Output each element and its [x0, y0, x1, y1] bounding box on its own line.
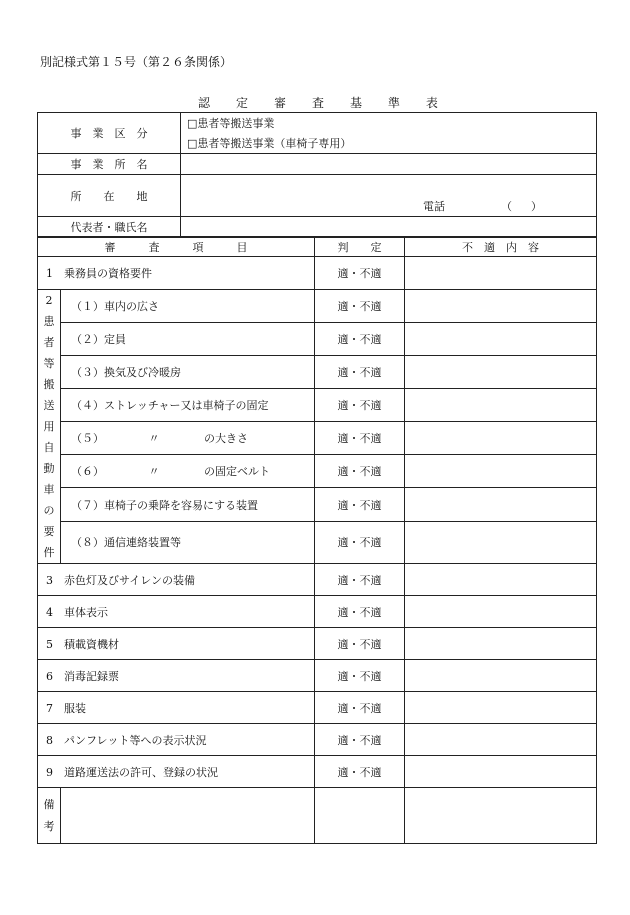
checkbox-option-transport[interactable]: □患者等搬送事業	[187, 117, 275, 130]
row-size: （５） 〃 の大きさ	[61, 422, 315, 455]
reason-cell[interactable]	[405, 756, 597, 788]
remarks-field[interactable]	[61, 788, 315, 844]
reason-cell[interactable]	[405, 257, 597, 290]
form-number: 別記様式第１５号（第２６条関係）	[40, 55, 233, 69]
judgment-cell[interactable]: 適・不適	[315, 455, 405, 488]
row-interior-space: （１）車内の広さ	[61, 290, 315, 323]
judgment-cell[interactable]: 適・不適	[315, 692, 405, 724]
header-reason: 不 適 内 容	[405, 237, 597, 257]
reason-cell[interactable]	[405, 488, 597, 521]
remarks-reason[interactable]	[405, 788, 597, 844]
vehicle-requirements-label: 2 患 者 等 搬 送 用 自 動 車 の 要 件	[38, 290, 61, 564]
title-char: 認	[198, 96, 211, 110]
judgment-cell[interactable]: 適・不適	[315, 724, 405, 756]
office-name-field[interactable]	[181, 154, 597, 175]
judgment-cell[interactable]: 適・不適	[315, 389, 405, 422]
remarks-judgment[interactable]	[315, 788, 405, 844]
judgment-cell[interactable]: 適・不適	[315, 257, 405, 290]
reason-cell[interactable]	[405, 455, 597, 488]
judgment-cell[interactable]: 適・不適	[315, 628, 405, 660]
representative-label: 代表者・職氏名	[38, 217, 181, 238]
header-judgment: 判 定	[315, 237, 405, 257]
reason-cell[interactable]	[405, 628, 597, 660]
title-char: 基	[349, 96, 362, 110]
row-boarding-device: （７）車椅子の乗降を容易にする装置	[61, 488, 315, 521]
phone-label: 電話	[423, 199, 445, 213]
checkbox-option-wheelchair[interactable]: □患者等搬送事業（車椅子専用）	[187, 137, 352, 150]
title-char: 準	[387, 96, 400, 110]
reason-cell[interactable]	[405, 724, 597, 756]
applicant-info-table	[37, 112, 597, 238]
phone-paren-close: ）	[531, 199, 542, 213]
address-field[interactable]	[181, 175, 597, 217]
row-road-transport: 9 道路運送法の許可、登録の状況	[38, 756, 315, 788]
document-title	[198, 94, 438, 111]
row-equipment: 5 積載資機材	[38, 628, 315, 660]
row-belt: （６） 〃 の固定ベルト	[61, 455, 315, 488]
judgment-cell[interactable]: 適・不適	[315, 356, 405, 389]
reason-cell[interactable]	[405, 356, 597, 389]
remarks-label: 備 考	[38, 788, 61, 844]
judgment-cell[interactable]: 適・不適	[315, 323, 405, 356]
inspection-table	[37, 236, 597, 844]
judgment-cell[interactable]: 適・不適	[315, 290, 405, 323]
row-body-display: 4 車体表示	[38, 596, 315, 628]
row-ventilation: （３）換気及び冷暖房	[61, 356, 315, 389]
row-pamphlet: 8 パンフレット等への表示状況	[38, 724, 315, 756]
row-siren: 3 赤色灯及びサイレンの装備	[38, 564, 315, 596]
reason-cell[interactable]	[405, 692, 597, 724]
judgment-cell[interactable]: 適・不適	[315, 596, 405, 628]
reason-cell[interactable]	[405, 596, 597, 628]
title-char: 表	[425, 96, 438, 110]
phone-paren-open: （	[501, 199, 512, 213]
reason-cell[interactable]	[405, 323, 597, 356]
representative-field[interactable]	[181, 217, 597, 238]
judgment-cell[interactable]: 適・不適	[315, 564, 405, 596]
row-communication: （８）通信連絡装置等	[61, 521, 315, 563]
reason-cell[interactable]	[405, 389, 597, 422]
row-uniform: 7 服装	[38, 692, 315, 724]
row-stretcher-fixing: （４）ストレッチャー又は車椅子の固定	[61, 389, 315, 422]
business-type-options	[181, 113, 597, 154]
judgment-cell[interactable]: 適・不適	[315, 488, 405, 521]
office-name-label: 事 業 所 名	[38, 154, 181, 175]
row-qualification: 1 乗務員の資格要件	[38, 257, 315, 290]
judgment-cell[interactable]: 適・不適	[315, 660, 405, 692]
title-char: 査	[311, 96, 324, 110]
reason-cell[interactable]	[405, 660, 597, 692]
header-item: 審 査 項 目	[38, 237, 315, 257]
reason-cell[interactable]	[405, 521, 597, 563]
reason-cell[interactable]	[405, 422, 597, 455]
reason-cell[interactable]	[405, 564, 597, 596]
title-char: 定	[235, 96, 248, 110]
title-char: 審	[273, 96, 286, 110]
judgment-cell[interactable]: 適・不適	[315, 422, 405, 455]
row-capacity: （２）定員	[61, 323, 315, 356]
business-type-label: 事 業 区 分	[38, 113, 181, 154]
reason-cell[interactable]	[405, 290, 597, 323]
address-label: 所 在 地	[38, 175, 181, 217]
judgment-cell[interactable]: 適・不適	[315, 756, 405, 788]
judgment-cell[interactable]: 適・不適	[315, 521, 405, 563]
row-disinfection: 6 消毒記録票	[38, 660, 315, 692]
